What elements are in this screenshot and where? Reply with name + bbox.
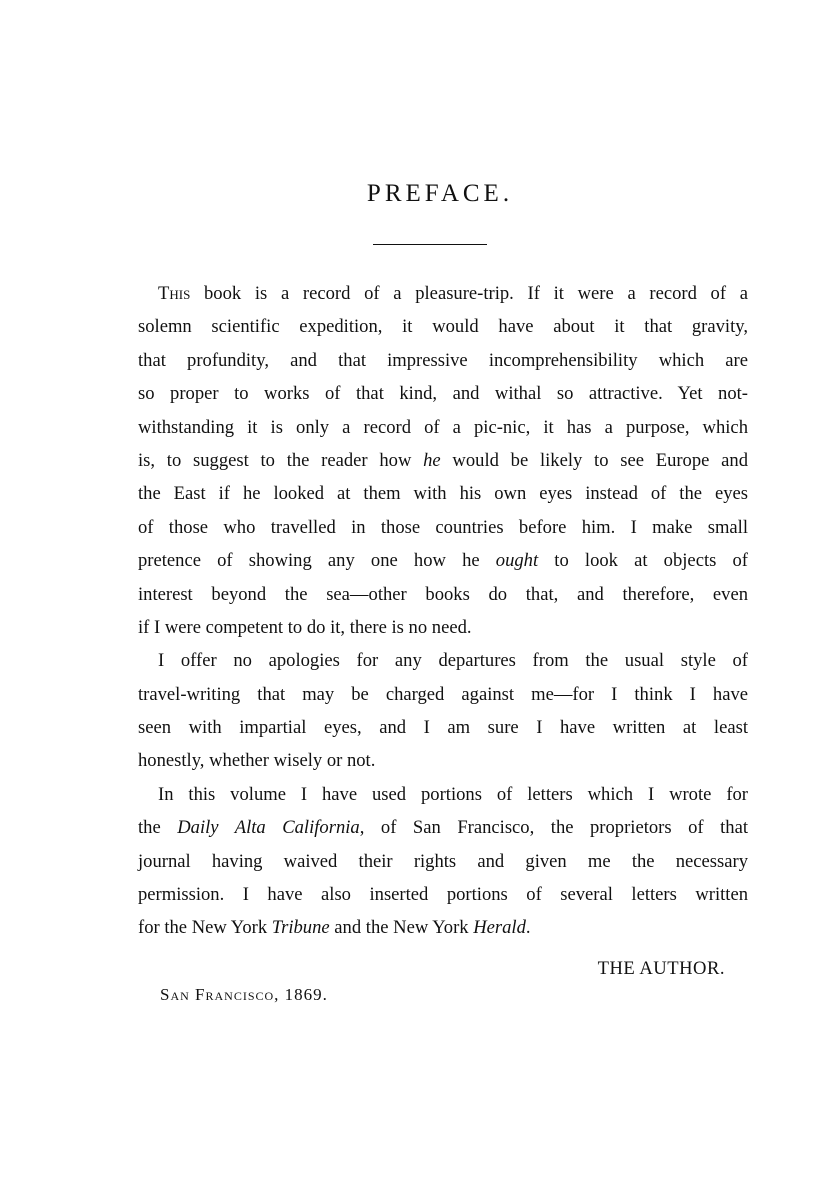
paragraph-line: travel-writing that may be charged against me—for I think I have	[138, 683, 748, 705]
signature: THE AUTHOR.	[597, 958, 725, 979]
page-title: PREFACE.	[366, 180, 514, 207]
paragraph-line: withstanding it is only a record of a pic-nic, it has a purpose, which	[138, 416, 748, 438]
paragraph-line: permission. I have also inserted portions of several letters written	[138, 884, 748, 906]
italic-title: Tribune	[271, 917, 330, 939]
paragraph-line: interest beyond the sea—other books do that, and therefore, even	[138, 583, 748, 605]
paragraph-line: if I were competent to do it, there is no need.	[138, 616, 472, 638]
italic-word: ought	[495, 550, 539, 572]
preface-body	[138, 277, 748, 945]
paragraph-line: the Daily Alta California, of San Francisco, the proprietors of that	[138, 817, 748, 839]
italic-title: Daily Alta California	[177, 817, 360, 839]
paragraph-line: that profundity, and that impressive incomprehensibility which are	[138, 349, 748, 371]
italic-title: Herald	[473, 917, 526, 939]
title-rule	[373, 244, 487, 245]
paragraph-line: so proper to works of that kind, and withal so attractive. Yet not-	[138, 383, 748, 405]
paragraph-line: is, to suggest to the reader how he would be likely to see Europe and	[138, 449, 748, 471]
paragraph-line: for the New York Tribune and the New York Herald.	[138, 917, 531, 939]
paragraph-line: honestly, whether wisely or not.	[138, 750, 376, 772]
first-word: This	[158, 283, 191, 304]
paragraph-line: of those who travelled in those countries before him. I make small	[138, 516, 748, 538]
italic-word: he	[423, 449, 441, 471]
paragraph-line: This book is a record of a pleasure-trip. If it were a record of a	[158, 283, 748, 304]
place-date: San Francisco, 1869.	[160, 985, 328, 1004]
paragraph-line: solemn scientific expedition, it would have about it that gravity,	[138, 316, 748, 338]
paragraph-line: the East if he looked at them with his own eyes instead of the eyes	[138, 483, 748, 505]
paragraph-line: seen with impartial eyes, and I am sure I have written at least	[138, 717, 748, 739]
paragraph-line: In this volume I have used portions of letters which I wrote for	[158, 783, 748, 805]
paragraph-line: I offer no apologies for any departures from the usual style of	[158, 650, 748, 672]
paragraph-line: journal having waived their rights and given me the necessary	[138, 850, 748, 872]
paragraph-line: pretence of showing any one how he ought to look at objects of	[138, 550, 748, 572]
